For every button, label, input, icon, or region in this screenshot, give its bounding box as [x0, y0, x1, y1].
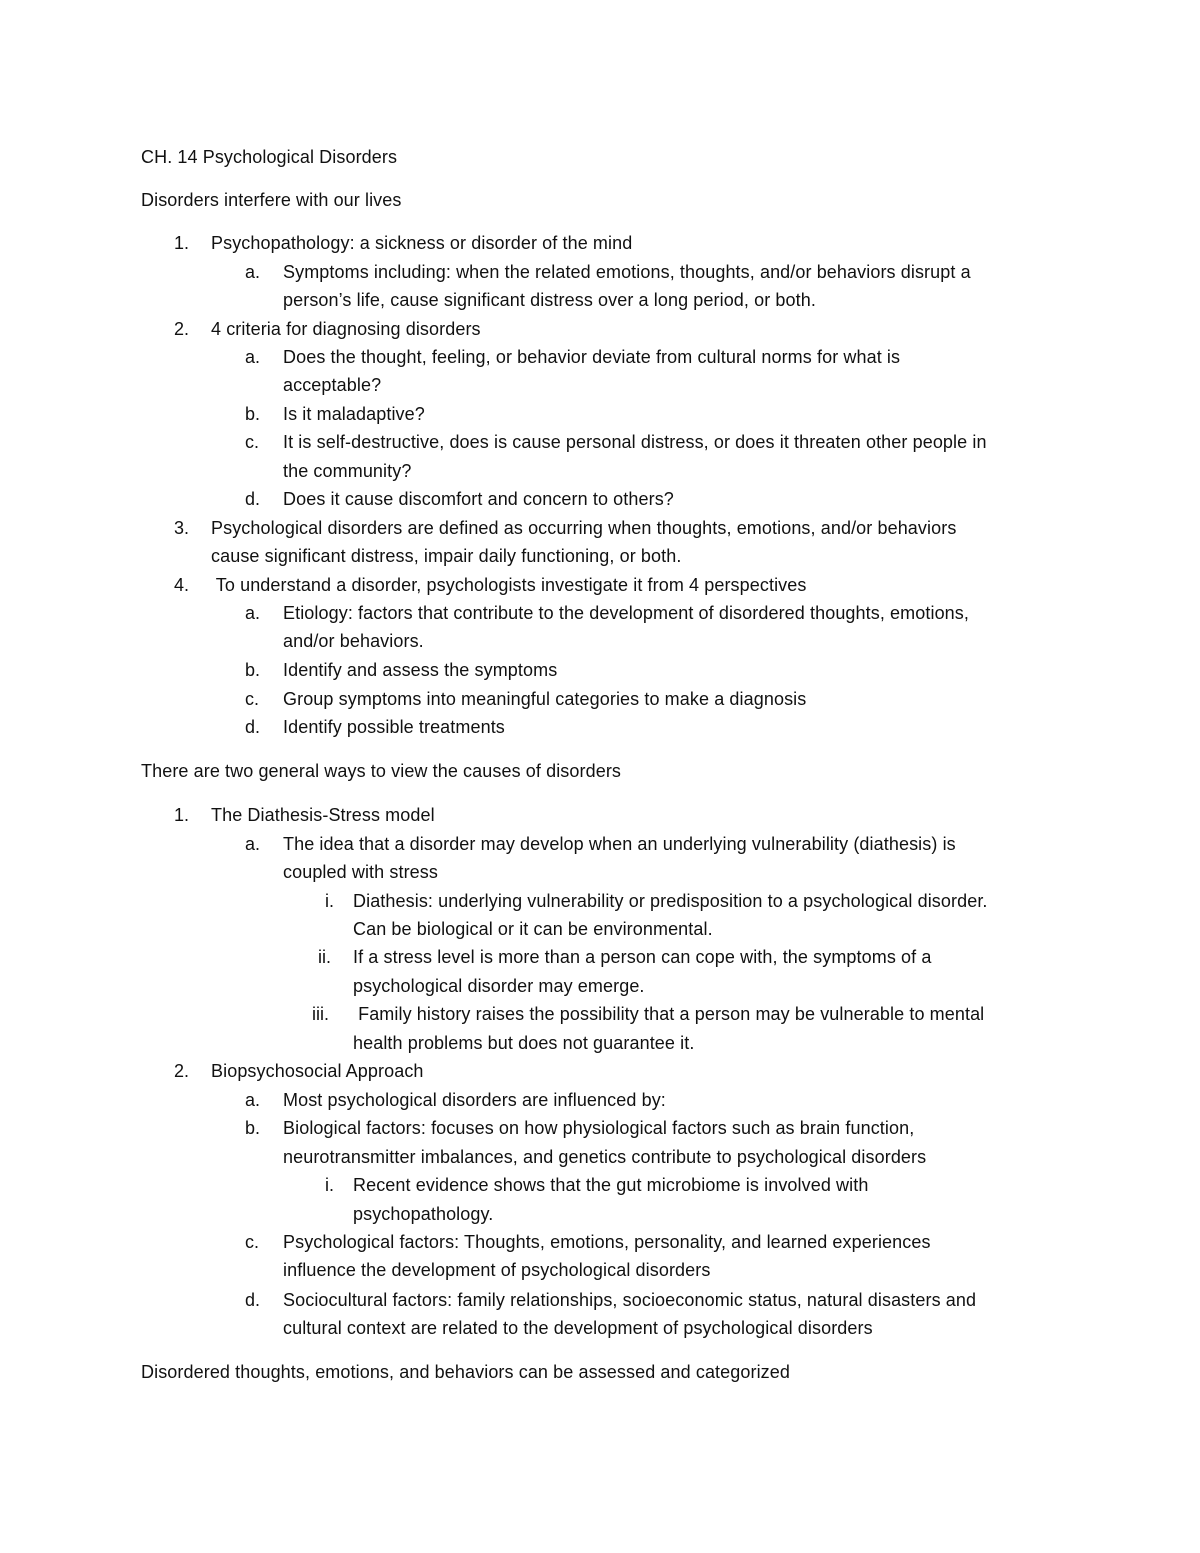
document-title: CH. 14 Psychological Disorders [141, 147, 398, 167]
list-item-continuation: influence the development of psychological disorders [283, 1260, 711, 1280]
list-item: Symptoms including: when the related emotions, thoughts, and/or behaviors disrupt a [283, 262, 971, 282]
list-marker: d. [245, 489, 261, 509]
list-marker: i. [325, 891, 334, 911]
list-item-continuation: cause significant distress, impair daily functioning, or both. [211, 546, 682, 566]
list-item: Group symptoms into meaningful categories to make a diagnosis [283, 689, 807, 709]
list-item-continuation: health problems but does not guarantee it. [353, 1033, 695, 1053]
list-item: 4 criteria for diagnosing disorders [211, 319, 481, 339]
list-item: Identify and assess the symptoms [283, 660, 558, 680]
list-item: Biological factors: focuses on how physiological factors such as brain function, [283, 1118, 915, 1138]
list-marker: i. [325, 1175, 334, 1195]
list-item: Identify possible treatments [283, 717, 505, 737]
list-marker: a. [245, 1090, 261, 1110]
list-item: It is self-destructive, does is cause personal distress, or does it threaten other people in [283, 432, 987, 452]
list-item: If a stress level is more than a person can cope with, the symptoms of a [353, 947, 932, 967]
list-item: Psychological disorders are defined as occurring when thoughts, emotions, and/or behaviors [211, 518, 957, 538]
list-marker: 2. [174, 319, 190, 339]
list-item: To understand a disorder, psychologists investigate it from 4 perspectives [211, 575, 807, 595]
list-item: Psychopathology: a sickness or disorder of the mind [211, 233, 633, 253]
list-marker: c. [245, 689, 260, 709]
list-marker: iii. [312, 1004, 329, 1024]
list-item: Is it maladaptive? [283, 404, 425, 424]
list-marker: b. [245, 1118, 261, 1138]
list-marker: ii. [318, 947, 331, 967]
list-marker: d. [245, 717, 261, 737]
list-marker: 3. [174, 518, 190, 538]
list-item-continuation: cultural context are related to the development of psychological disorders [283, 1318, 873, 1338]
list-marker: 1. [174, 805, 190, 825]
list-marker: 2. [174, 1061, 190, 1081]
list-item-continuation: psychological disorder may emerge. [353, 976, 645, 996]
list-item-continuation: Can be biological or it can be environmental. [353, 919, 713, 939]
list-item: Does the thought, feeling, or behavior deviate from cultural norms for what is [283, 347, 901, 367]
list-marker: c. [245, 1232, 260, 1252]
section-heading: Disorders interfere with our lives [141, 190, 402, 210]
list-item-continuation: neurotransmitter imbalances, and genetics contribute to psychological disorders [283, 1147, 927, 1167]
list-marker: a. [245, 262, 261, 282]
list-marker: 4. [174, 575, 190, 595]
list-item-continuation: the community? [283, 461, 412, 481]
list-item: Diathesis: underlying vulnerability or predisposition to a psychological disorder. [353, 891, 988, 911]
list-item: Family history raises the possibility that a person may be vulnerable to mental [353, 1004, 985, 1024]
list-item: The Diathesis-Stress model [211, 805, 435, 825]
list-item-continuation: psychopathology. [353, 1204, 494, 1224]
list-marker: c. [245, 432, 260, 452]
list-marker: a. [245, 347, 261, 367]
list-item-continuation: coupled with stress [283, 862, 438, 882]
list-item: The idea that a disorder may develop when an underlying vulnerability (diathesis) is [283, 834, 956, 854]
list-marker: a. [245, 603, 261, 623]
list-marker: d. [245, 1290, 261, 1310]
list-item: Does it cause discomfort and concern to others? [283, 489, 674, 509]
list-marker: b. [245, 404, 261, 424]
list-item: Recent evidence shows that the gut microbiome is involved with [353, 1175, 869, 1195]
list-item-continuation: person’s life, cause significant distress over a long period, or both. [283, 290, 816, 310]
list-marker: 1. [174, 233, 190, 253]
list-marker: a. [245, 834, 261, 854]
list-item: Biopsychosocial Approach [211, 1061, 424, 1081]
section-heading: There are two general ways to view the causes of disorders [141, 761, 622, 781]
list-item: Most psychological disorders are influenced by: [283, 1090, 666, 1110]
list-item-continuation: acceptable? [283, 375, 382, 395]
list-item-continuation: and/or behaviors. [283, 631, 424, 651]
list-marker: b. [245, 660, 261, 680]
list-item: Sociocultural factors: family relationships, socioeconomic status, natural disasters and [283, 1290, 977, 1310]
list-item: Etiology: factors that contribute to the development of disordered thoughts, emotions, [283, 603, 969, 623]
list-item: Psychological factors: Thoughts, emotions, personality, and learned experiences [283, 1232, 931, 1252]
section-heading: Disordered thoughts, emotions, and behaviors can be assessed and categorized [141, 1362, 790, 1382]
